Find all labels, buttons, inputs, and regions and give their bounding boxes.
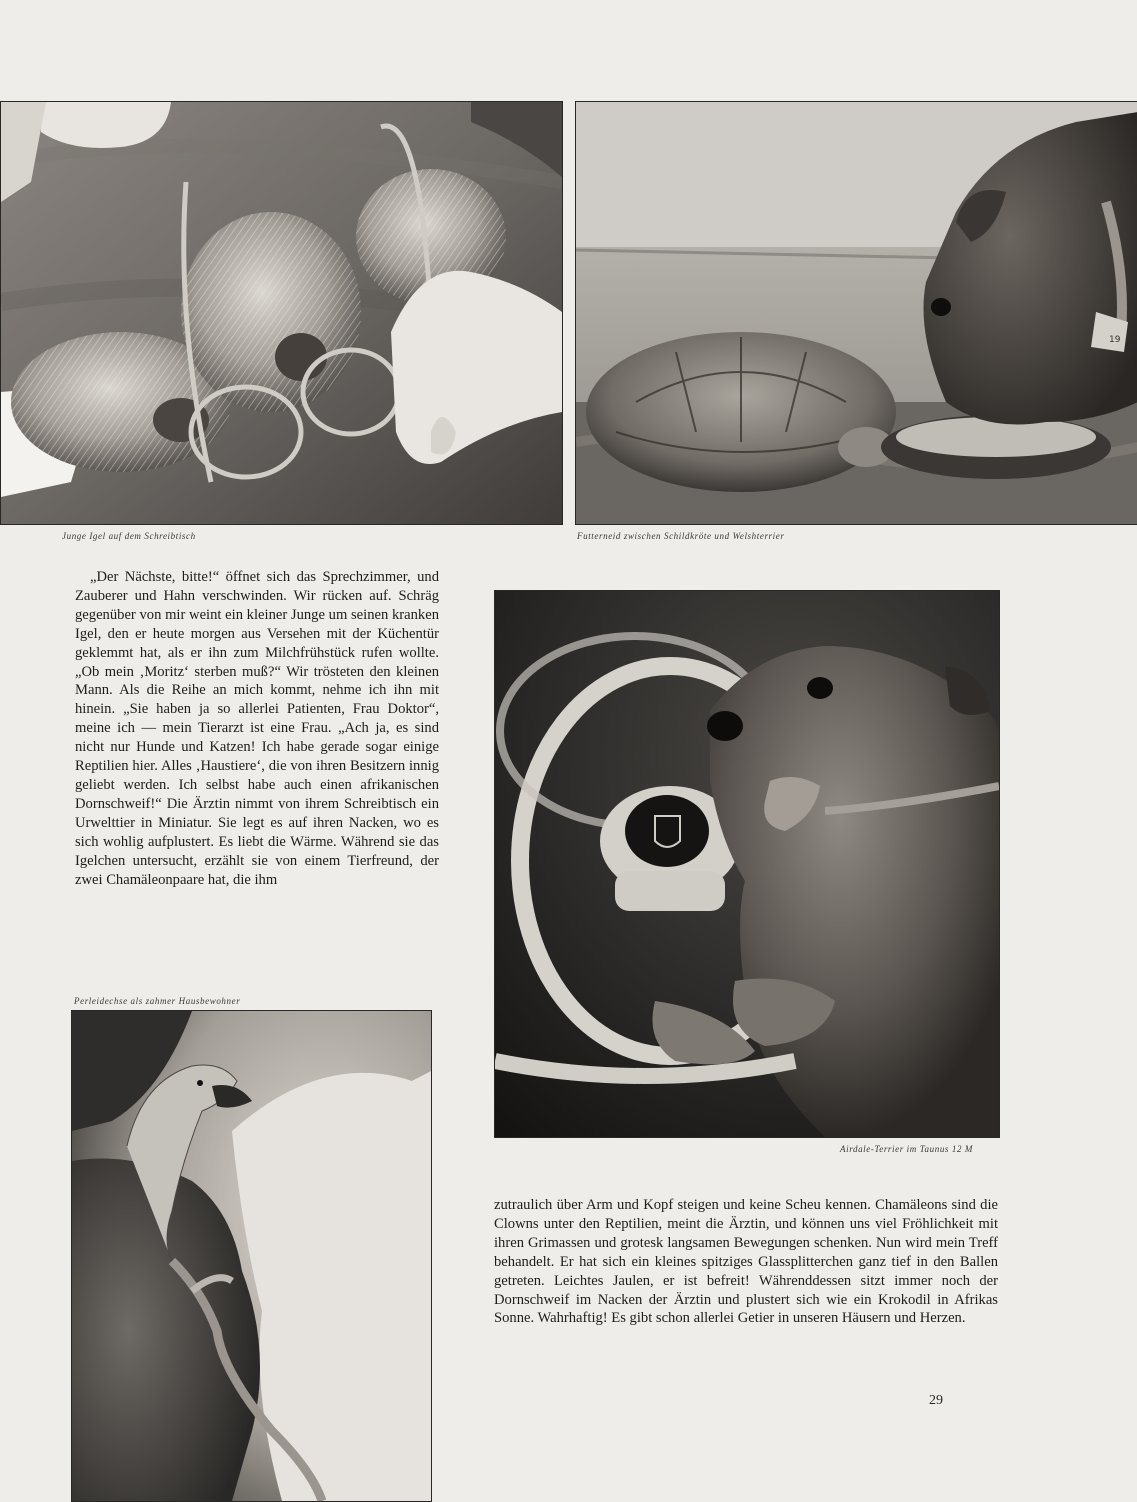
page-number: 29	[929, 1393, 943, 1409]
horn-button	[625, 795, 709, 867]
caption-hedgehogs: Junge Igel auf dem Schreibtisch	[62, 531, 196, 541]
article-column-left	[75, 568, 439, 889]
caption-airedale: Airdale-Terrier im Taunus 12 M	[840, 1144, 973, 1154]
article-paragraph-2: zutraulich über Arm und Kopf steigen und keine Scheu kennen. Chamäleons sind die Clowns unter den Reptilien, meint die Ärztin, und können uns viel Fröhlichkeit mit ihren Grimassen und grotesk langsamen Bewegungen schenken. Nun wird mein Treff behandelt. Er hat sich ein kleines spitziges Glassplitterchen ganz tief in den Ballen getreten. Leichtes Jaulen, er ist befreit! Währenddessen sitzt immer noch der Dornschweif im Nacken der Ärztin und plustert sich wie ein Krokodil in Afrikas Sonne. Wahrhaftig! Es gibt schon allerlei Getier in unseren Häusern und Herzen.	[494, 1196, 998, 1328]
photo-tortoise-terrier	[575, 101, 1137, 525]
photo-lizard	[71, 1010, 432, 1502]
caption-lizard: Perleidechse als zahmer Hausbewohner	[74, 996, 240, 1006]
caption-tortoise-terrier: Futterneid zwischen Schildkröte und Welshterrier	[577, 531, 784, 541]
photo-airedale	[494, 590, 1000, 1138]
article-paragraph-1: „Der Nächste, bitte!“ öffnet sich das Sprechzimmer, und Zauberer und Hahn verschwinden. Wir rücken auf. Schräg gegenüber von mir weint ein kleiner Junge um seinen kranken Igel, den er heute morgen aus Versehen mit der Küchentür geklemmt hat, als er ihn zum Milchfrühstück rufen wollte. „Ob mein ‚Moritz‘ sterben muß?“ Wir trösteten den kleinen Mann. Als die Reihe an mich kommt, nehme ich ihn mit hinein. „Sie haben ja so allerlei Patienten, Frau Doktor“, meine ich — mein Tierarzt ist eine Frau. „Ach ja, es sind nicht nur Hunde und Katzen! Ich habe gerade sogar einige Reptilien hier. Alles ‚Haustiere‘, die von ihren Besitzern innig geliebt werden. Ich selbst habe auch einen afrikanischen Dornschweif!“ Die Ärztin nimmt von ihrem Schreibtisch ein Urwelttier in Miniatur. Sie legt es auf ihren Nacken, wo es sich wohlig aufplustert. Es liebt die Wärme. Während sie das Igelchen untersucht, erzählt sie von einem Tierfreund, der zwei Chamäleonpaare hat, die ihm	[75, 568, 439, 889]
photo-hedgehogs	[0, 101, 563, 525]
article-column-right	[494, 1196, 998, 1328]
svg-text:19: 19	[1109, 335, 1121, 345]
